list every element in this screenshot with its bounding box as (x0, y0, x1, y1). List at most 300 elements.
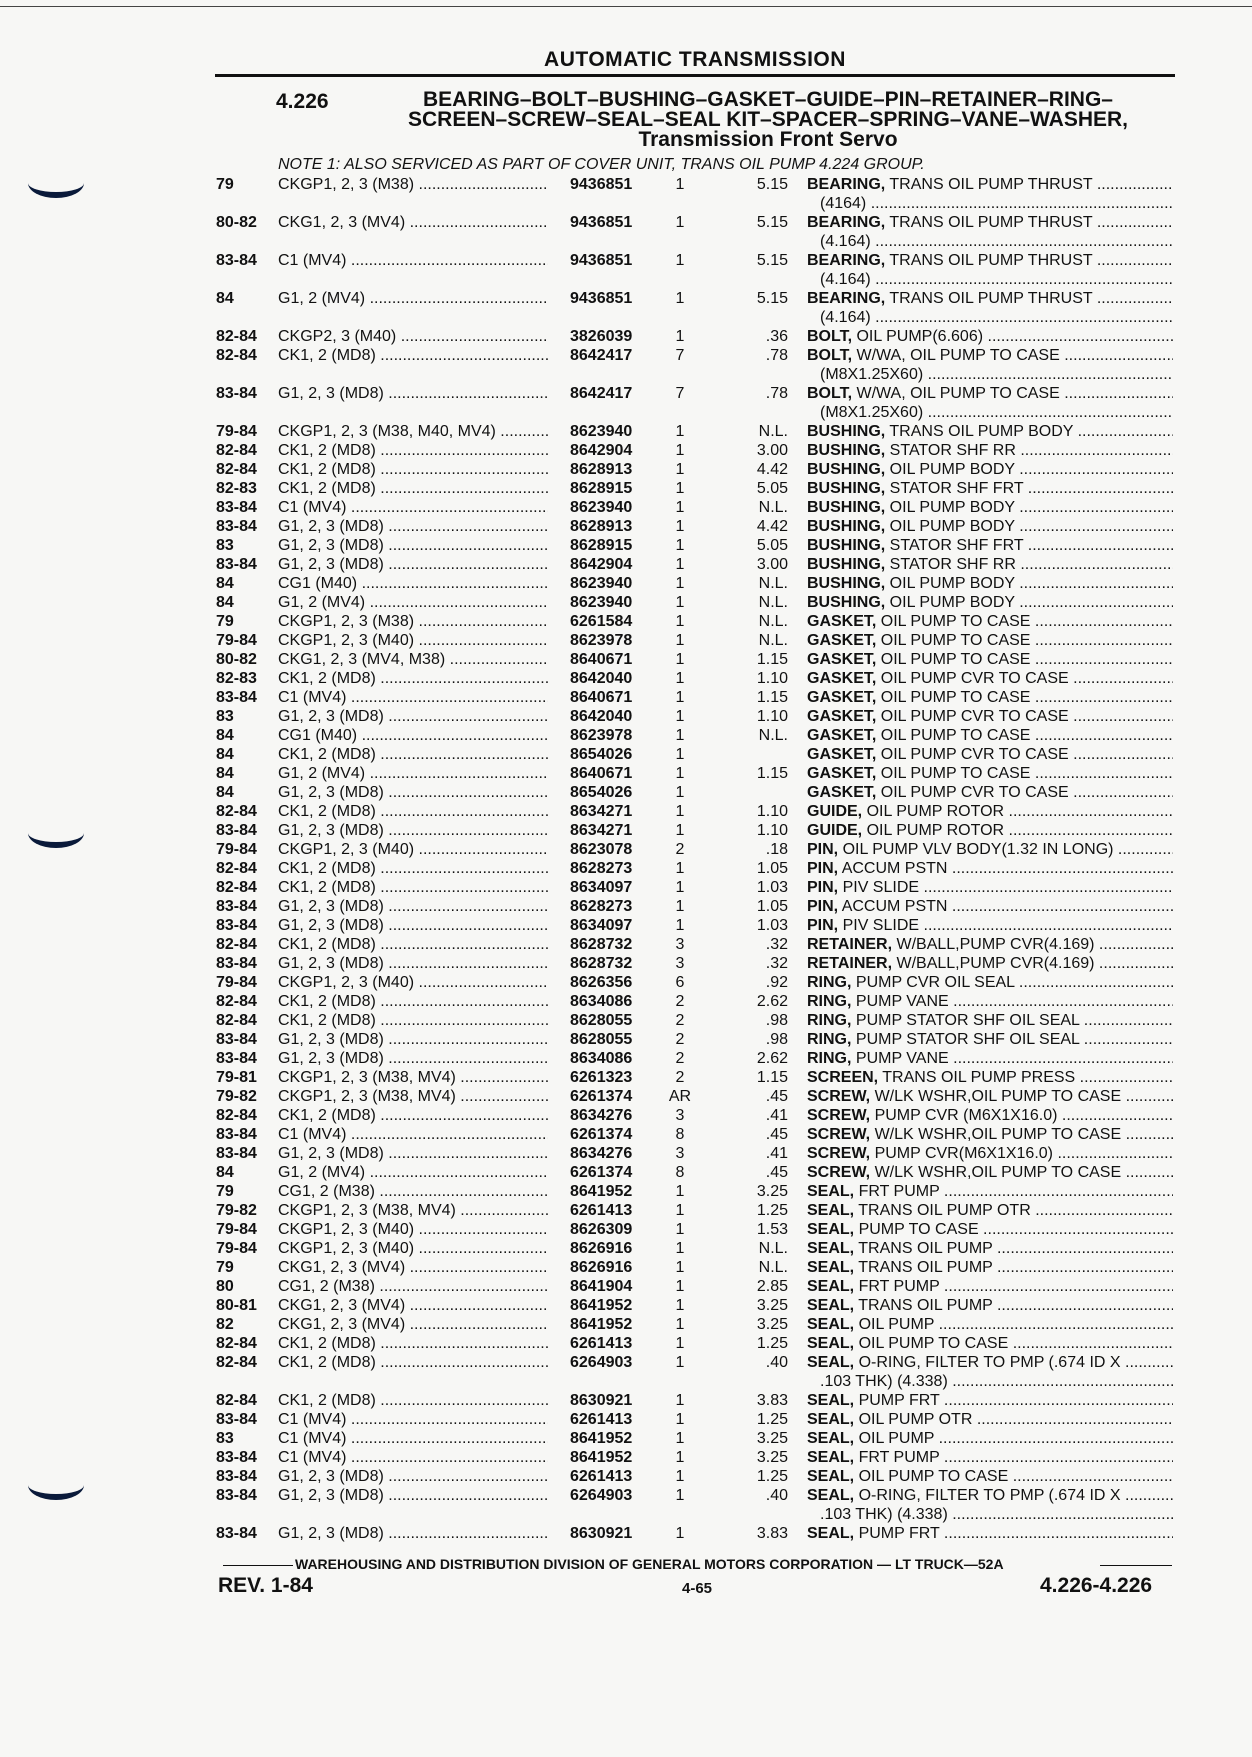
quantity: 1 (675, 1335, 685, 1352)
description-text: TRANS OIL PUMP THRUST (885, 214, 1093, 231)
model-code: G1, 2 (MV4) ..... (278, 289, 548, 308)
part-description (807, 840, 1173, 859)
model-code: G1, 2, 3 (MD8) ..... (278, 517, 548, 536)
price: N.L. (758, 575, 788, 592)
part-description (807, 251, 1173, 289)
part-description (807, 1068, 1173, 1087)
model-year: 83-84 (216, 385, 257, 402)
part-keyword: SEAL, (807, 1430, 855, 1447)
part-description (807, 1201, 1173, 1220)
part-keyword: GASKET, (807, 727, 877, 744)
description-text: TRANS OIL PUMP PRESS (878, 1069, 1076, 1086)
description-line (807, 631, 1173, 650)
model-code: C1 (MV4) ..... (278, 1429, 548, 1448)
description-line (807, 897, 1173, 916)
part-number: 8640671 (570, 765, 633, 782)
price: 2.62 (756, 993, 788, 1010)
table-row (0, 1068, 1252, 1087)
part-description (807, 213, 1173, 251)
model-code: C1 (MV4) ..... (278, 498, 548, 517)
part-keyword: RING, (807, 974, 852, 991)
table-row (0, 1201, 1252, 1220)
description-text: OIL PUMP (854, 1430, 935, 1447)
part-description (807, 327, 1173, 346)
part-description (807, 384, 1173, 422)
part-number: 6264903 (570, 1354, 633, 1371)
quantity: 1 (675, 898, 685, 915)
part-number: 8634271 (570, 822, 633, 839)
footer-text: WAREHOUSING AND DISTRIBUTION DIVISION OF GENERAL MOTORS CORPORATION — LT TRUCK—52A (295, 1556, 1004, 1572)
price: 3.00 (756, 556, 788, 573)
model-year: 80 (216, 1278, 234, 1295)
part-keyword: PIN, (807, 917, 839, 934)
part-number: 8630921 (570, 1525, 633, 1542)
model-code: CK1, 2 (MD8) ..... (278, 1106, 548, 1125)
price: 3.25 (756, 1430, 788, 1447)
part-number: 8623978 (570, 727, 633, 744)
part-number: 8641904 (570, 1278, 633, 1295)
model-year: 82-84 (216, 461, 257, 478)
part-number: 3826039 (570, 328, 633, 345)
description-line (807, 1163, 1173, 1182)
part-keyword: BOLT, (807, 347, 853, 364)
part-number: 8623978 (570, 632, 633, 649)
price: 3.00 (756, 442, 788, 459)
model-year: 84 (216, 290, 234, 307)
price: .32 (765, 936, 788, 953)
part-keyword: BUSHING, (807, 537, 886, 554)
model-code: CK1, 2 (MD8) ..... (278, 669, 548, 688)
part-description (807, 1030, 1173, 1049)
table-row (0, 612, 1252, 631)
model-code: CKGP1, 2, 3 (M40) ..... (278, 973, 548, 992)
price: N.L. (758, 594, 788, 611)
table-row (0, 1353, 1252, 1391)
part-keyword: GASKET, (807, 632, 877, 649)
model-code: G1, 2, 3 (MD8) ..... (278, 1486, 548, 1505)
table-row (0, 175, 1252, 213)
part-number: 8641952 (570, 1316, 633, 1333)
part-number: 9436851 (570, 176, 633, 193)
description-text: PIV SLIDE (838, 879, 920, 896)
part-keyword: SEAL, (807, 1411, 855, 1428)
model-code: CK1, 2 (MD8) ..... (278, 935, 548, 954)
part-keyword: BEARING, (807, 290, 886, 307)
table-row (0, 1182, 1252, 1201)
quantity: 2 (675, 841, 685, 858)
model-code: CKGP1, 2, 3 (M38, MV4) ..... (278, 1087, 548, 1106)
part-number: 8628055 (570, 1012, 633, 1029)
price: .40 (765, 1487, 788, 1504)
description-line (807, 1524, 1173, 1543)
table-row (0, 593, 1252, 612)
part-keyword: GASKET, (807, 708, 877, 725)
description-line (807, 878, 1173, 897)
part-description (807, 517, 1173, 536)
model-year: 82-83 (216, 670, 257, 687)
model-code: CK1, 2 (MD8) ..... (278, 1011, 548, 1030)
part-number: 8623940 (570, 499, 633, 516)
description-text: OIL PUMP CVR TO CASE (876, 708, 1069, 725)
model-year: 82-84 (216, 1354, 257, 1371)
table-row (0, 783, 1252, 802)
description-text: OIL PUMP(6.606) (852, 328, 984, 345)
part-keyword: RING, (807, 993, 852, 1010)
model-code: CKGP1, 2, 3 (M38) ..... (278, 175, 548, 194)
part-number: 8626916 (570, 1240, 633, 1257)
quantity: 1 (675, 518, 685, 535)
model-code: G1, 2, 3 (MD8) ..... (278, 1524, 548, 1543)
description-line (807, 1068, 1173, 1087)
description-text: PIV SLIDE (838, 917, 920, 934)
description-text: PUMP TO CASE (854, 1221, 979, 1238)
description-line (807, 1391, 1173, 1410)
description-text: OIL PUMP TO CASE (876, 765, 1031, 782)
quantity: 1 (675, 1449, 685, 1466)
part-keyword: BEARING, (807, 176, 886, 193)
model-year: 79-82 (216, 1088, 257, 1105)
part-description (807, 1524, 1173, 1543)
quantity: 1 (675, 879, 685, 896)
description-line (807, 479, 1173, 498)
description-line (807, 460, 1173, 479)
price: N.L. (758, 613, 788, 630)
quantity: 3 (675, 955, 685, 972)
table-row (0, 650, 1252, 669)
part-keyword: SEAL, (807, 1221, 855, 1238)
model-code: C1 (MV4) ..... (278, 251, 548, 270)
model-year: 83-84 (216, 1411, 257, 1428)
price: .45 (765, 1126, 788, 1143)
description-line (807, 1296, 1173, 1315)
model-code: G1, 2 (MV4) ..... (278, 1163, 548, 1182)
description-line (807, 992, 1173, 1011)
part-description (807, 346, 1173, 384)
description-line (807, 555, 1173, 574)
table-row (0, 707, 1252, 726)
table-row (0, 1429, 1252, 1448)
part-keyword: PIN, (807, 860, 839, 877)
model-code: G1, 2, 3 (MD8) ..... (278, 1144, 548, 1163)
table-row (0, 289, 1252, 327)
part-number: 8641952 (570, 1449, 633, 1466)
model-year: 83-84 (216, 955, 257, 972)
part-description (807, 1391, 1173, 1410)
quantity: 1 (675, 594, 685, 611)
part-number: 8626916 (570, 1259, 633, 1276)
part-number: 8628732 (570, 955, 633, 972)
model-code: CK1, 2 (MD8) ..... (278, 802, 548, 821)
price: 5.15 (756, 176, 788, 193)
description-line (807, 1201, 1173, 1220)
quantity: 1 (675, 480, 685, 497)
part-keyword: RETAINER, (807, 936, 893, 953)
description-line (807, 669, 1173, 688)
description-text: OIL PUMP OTR (854, 1411, 973, 1428)
part-keyword: SEAL, (807, 1202, 855, 1219)
price: 3.83 (756, 1392, 788, 1409)
part-number: 8626309 (570, 1221, 633, 1238)
table-row (0, 1315, 1252, 1334)
description-line (807, 441, 1173, 460)
part-description (807, 1011, 1173, 1030)
part-description (807, 764, 1173, 783)
price: .41 (765, 1107, 788, 1124)
part-keyword: BUSHING, (807, 461, 886, 478)
model-code: CKG1, 2, 3 (MV4, M38) ..... (278, 650, 548, 669)
part-number: 8642904 (570, 556, 633, 573)
part-description (807, 536, 1173, 555)
quantity: 1 (675, 917, 685, 934)
quantity: 1 (675, 860, 685, 877)
part-number: 8628913 (570, 518, 633, 535)
table-row (0, 1410, 1252, 1429)
part-keyword: BUSHING, (807, 499, 886, 516)
model-year: 82 (216, 1316, 234, 1333)
part-description (807, 441, 1173, 460)
model-year: 79-82 (216, 1202, 257, 1219)
quantity: 1 (675, 1487, 685, 1504)
part-description (807, 422, 1173, 441)
quantity: 1 (675, 556, 685, 573)
table-row (0, 1030, 1252, 1049)
description-text: PUMP CVR OIL SEAL (851, 974, 1015, 991)
price: .98 (765, 1031, 788, 1048)
model-year: 79-84 (216, 1221, 257, 1238)
price: 1.15 (756, 765, 788, 782)
description-line (807, 289, 1173, 308)
description-text: W/LK WSHR,OIL PUMP TO CASE (870, 1164, 1122, 1181)
part-description (807, 916, 1173, 935)
model-code: G1, 2, 3 (MD8) ..... (278, 916, 548, 935)
table-row (0, 802, 1252, 821)
part-description (807, 859, 1173, 878)
model-year: 84 (216, 594, 234, 611)
description-continuation: (4.164) ..... (807, 308, 1173, 327)
quantity: 1 (675, 461, 685, 478)
model-code: CK1, 2 (MD8) ..... (278, 745, 548, 764)
model-code: CK1, 2 (MD8) ..... (278, 992, 548, 1011)
description-text: PUMP VANE (851, 993, 949, 1010)
description-line (807, 1258, 1173, 1277)
quantity: 1 (675, 689, 685, 706)
quantity: 8 (675, 1126, 685, 1143)
top-edge-line (0, 6, 1252, 7)
description-line (807, 498, 1173, 517)
quantity: 8 (675, 1164, 685, 1181)
part-keyword: BUSHING, (807, 518, 886, 535)
price: N.L. (758, 1259, 788, 1276)
price: .40 (765, 1354, 788, 1371)
part-keyword: BOLT, (807, 328, 853, 345)
part-description (807, 1182, 1173, 1201)
quantity: 1 (675, 822, 685, 839)
description-line (807, 916, 1173, 935)
quantity: AR (668, 1088, 692, 1105)
quantity: 1 (675, 1278, 685, 1295)
part-keyword: SEAL, (807, 1183, 855, 1200)
model-year: 79 (216, 1183, 234, 1200)
description-continuation: .103 THK) (4.338) ..... (807, 1505, 1173, 1524)
description-line (807, 1353, 1173, 1372)
price: 5.05 (756, 537, 788, 554)
part-keyword: GUIDE, (807, 803, 863, 820)
table-row (0, 251, 1252, 289)
model-year: 82-84 (216, 936, 257, 953)
quantity: 1 (675, 1468, 685, 1485)
model-year: 82-84 (216, 993, 257, 1010)
description-continuation: (4.164) ..... (807, 232, 1173, 251)
quantity: 1 (675, 1297, 685, 1314)
quantity: 2 (675, 1031, 685, 1048)
quantity: 1 (675, 727, 685, 744)
part-keyword: BEARING, (807, 214, 886, 231)
part-keyword: BUSHING, (807, 442, 886, 459)
table-row (0, 1087, 1252, 1106)
part-description (807, 878, 1173, 897)
table-row (0, 1448, 1252, 1467)
part-number: 8634097 (570, 879, 633, 896)
price: 1.25 (756, 1468, 788, 1485)
price: 3.25 (756, 1183, 788, 1200)
description-text: W/WA, OIL PUMP TO CASE (852, 347, 1060, 364)
description-continuation: (4.164) ..... (807, 270, 1173, 289)
part-number: 8641952 (570, 1297, 633, 1314)
model-code: CKGP2, 3 (M40) ..... (278, 327, 548, 346)
description-text: STATOR SHF FRT (885, 537, 1024, 554)
description-text: W/BALL,PUMP CVR(4.169) (892, 936, 1095, 953)
part-description (807, 650, 1173, 669)
part-keyword: RING, (807, 1012, 852, 1029)
part-description (807, 1049, 1173, 1068)
part-description (807, 992, 1173, 1011)
revision-label: REV. 1-84 (218, 1574, 313, 1597)
quantity: 3 (675, 1145, 685, 1162)
part-number: 6261413 (570, 1202, 633, 1219)
section-note: NOTE 1: ALSO SERVICED AS PART OF COVER UNIT, TRANS OIL PUMP 4.224 GROUP. (278, 156, 925, 173)
part-keyword: SEAL, (807, 1240, 855, 1257)
description-line (807, 726, 1173, 745)
table-row (0, 1277, 1252, 1296)
parts-list (0, 175, 1252, 1543)
description-line (807, 1144, 1173, 1163)
part-number: 8623078 (570, 841, 633, 858)
model-year: 79-84 (216, 974, 257, 991)
description-text: FRT PUMP (854, 1449, 940, 1466)
description-text: PUMP FRT (854, 1392, 940, 1409)
part-keyword: GASKET, (807, 784, 877, 801)
model-code: G1, 2, 3 (MD8) ..... (278, 954, 548, 973)
description-line (807, 1410, 1173, 1429)
part-number: 6261584 (570, 613, 633, 630)
table-row (0, 992, 1252, 1011)
model-code: G1, 2, 3 (MD8) ..... (278, 1049, 548, 1068)
model-code: G1, 2, 3 (MD8) ..... (278, 1467, 548, 1486)
description-line (807, 612, 1173, 631)
quantity: 1 (675, 1430, 685, 1447)
part-number: 6264903 (570, 1487, 633, 1504)
model-code: CG1, 2 (M38) ..... (278, 1277, 548, 1296)
quantity: 3 (675, 1107, 685, 1124)
header-rule (215, 74, 1175, 77)
model-year: 83-84 (216, 1525, 257, 1542)
description-line (807, 327, 1173, 346)
description-text: FRT PUMP (854, 1278, 940, 1295)
model-year: 82-84 (216, 1392, 257, 1409)
description-text: ACCUM PSTN (838, 860, 948, 877)
table-row (0, 859, 1252, 878)
part-keyword: BUSHING, (807, 423, 886, 440)
part-description (807, 783, 1173, 802)
description-text: O-RING, FILTER TO PMP (.674 ID X (854, 1354, 1121, 1371)
description-line (807, 859, 1173, 878)
part-keyword: RING, (807, 1031, 852, 1048)
price: 1.05 (756, 860, 788, 877)
model-year: 80-82 (216, 651, 257, 668)
description-line (807, 1125, 1173, 1144)
model-code: CK1, 2 (MD8) ..... (278, 1334, 548, 1353)
part-number: 8642040 (570, 670, 633, 687)
quantity: 1 (675, 708, 685, 725)
part-description (807, 1315, 1173, 1334)
description-continuation: .103 THK) (4.338) ..... (807, 1372, 1173, 1391)
model-code: G1, 2, 3 (MD8) ..... (278, 555, 548, 574)
table-row (0, 1106, 1252, 1125)
table-row (0, 574, 1252, 593)
quantity: 7 (675, 347, 685, 364)
table-row (0, 555, 1252, 574)
quantity: 1 (675, 1525, 685, 1542)
quantity: 3 (675, 936, 685, 953)
table-row (0, 764, 1252, 783)
part-keyword: SEAL, (807, 1297, 855, 1314)
description-continuation: (M8X1.25X60) ..... (807, 403, 1173, 422)
description-line (807, 1315, 1173, 1334)
part-keyword: PIN, (807, 898, 839, 915)
model-year: 82-84 (216, 1335, 257, 1352)
model-code: CK1, 2 (MD8) ..... (278, 1391, 548, 1410)
model-year: 83-84 (216, 689, 257, 706)
table-row (0, 726, 1252, 745)
model-code: CKGP1, 2, 3 (M38, MV4) ..... (278, 1068, 548, 1087)
price: 3.25 (756, 1297, 788, 1314)
part-description (807, 802, 1173, 821)
model-year: 83-84 (216, 1145, 257, 1162)
description-line (807, 517, 1173, 536)
part-keyword: BUSHING, (807, 480, 886, 497)
price: 2.62 (756, 1050, 788, 1067)
part-description (807, 1334, 1173, 1353)
description-text: PUMP STATOR SHF OIL SEAL (851, 1012, 1080, 1029)
description-line (807, 1049, 1173, 1068)
model-code: C1 (MV4) ..... (278, 688, 548, 707)
part-number: 9436851 (570, 252, 633, 269)
part-number: 8626356 (570, 974, 633, 991)
price: 5.15 (756, 214, 788, 231)
part-description (807, 498, 1173, 517)
description-line (807, 935, 1173, 954)
table-row (0, 1049, 1252, 1068)
description-line (807, 1106, 1173, 1125)
model-code: CKG1, 2, 3 (MV4) ..... (278, 1258, 548, 1277)
description-line (807, 840, 1173, 859)
part-keyword: BUSHING, (807, 556, 886, 573)
description-text: OIL PUMP TO CASE (876, 689, 1031, 706)
description-text: FRT PUMP (854, 1183, 940, 1200)
description-line (807, 1277, 1173, 1296)
description-line (807, 593, 1173, 612)
model-code: CKGP1, 2, 3 (M40) ..... (278, 1220, 548, 1239)
